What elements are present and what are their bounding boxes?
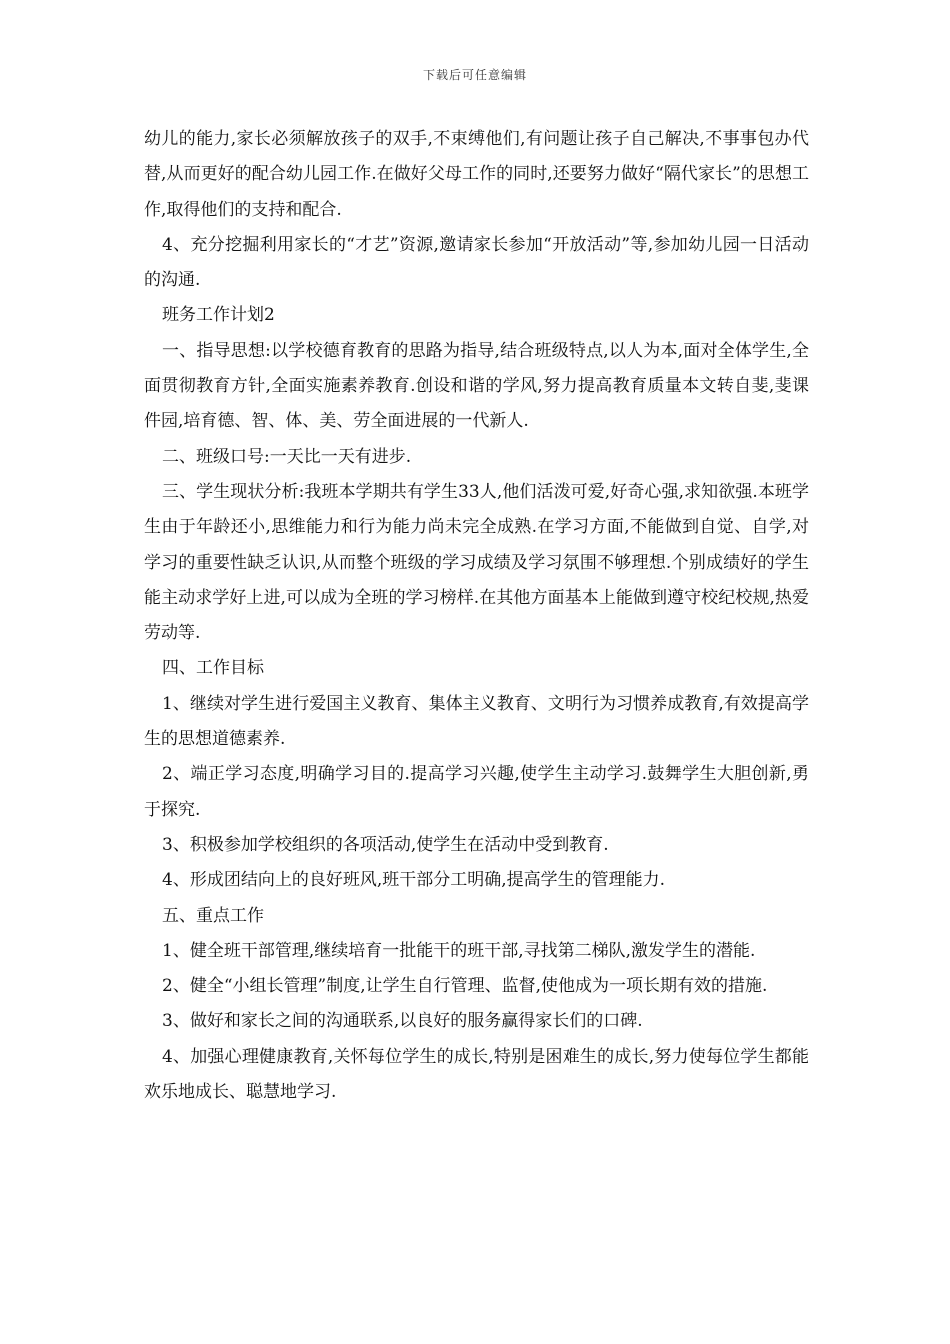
paragraph: 三、学生现状分析:我班本学期共有学生33人,他们活泼可爱,好奇心强,求知欲强.本班学生由于年龄还小,思维能力和行为能力尚未完全成熟.在学习方面,不能做到自觉、自学,对学习的重要性缺乏认识,从而整个班级的学习成绩及学习氛围不够理想.个别成绩好的学生能主动求学好上进,可以成为全班的学习榜样.在其他方面基本上能做到遵守校纪校规,热爱劳动等.: [144, 481, 809, 644]
page-header: 下载后可任意编辑: [422, 68, 527, 82]
list-item: 4、形成团结向上的良好班风,班干部分工明确,提高学生的管理能力.: [162, 870, 666, 891]
list-item: 3、积极参加学校组织的各项活动,使学生在活动中受到教育.: [162, 834, 609, 855]
list-item: 1、健全班干部管理,继续培育一批能干的班干部,寻找第二梯队,激发学生的潜能.: [162, 940, 756, 961]
section-heading: 四、工作目标: [162, 658, 264, 679]
paragraph: 二、班级口号:一天比一天有进步.: [162, 446, 412, 467]
paragraph: 一、指导思想:以学校德育教育的思路为指导,结合班级特点,以人为本,面对全体学生,全面贯彻教育方针,全面实施素养教育.创设和谐的学风,努力提高教育质量本文转自斐,斐课件园,培育德、智、体、美、劳全面进展的一代新人.: [144, 340, 809, 432]
list-item: 2、健全“小组长管理”制度,让学生自行管理、监督,使他成为一项长期有效的措施.: [162, 976, 768, 997]
section-title: 班务工作计划2: [162, 305, 275, 326]
list-item: 4、加强心理健康教育,关怀每位学生的成长,特别是困难生的成长,努力使每位学生都能欢乐地成长、聪慧地学习.: [144, 1046, 809, 1103]
list-item: 2、端正学习态度,明确学习目的.提高学习兴趣,使学生主动学习.鼓舞学生大胆创新,勇于探究.: [144, 764, 809, 820]
paragraph: 4、充分挖掘利用家长的“才艺”资源,邀请家长参加“开放活动”等,参加幼儿园一日活动的沟通.: [144, 234, 809, 291]
list-item: 3、做好和家长之间的沟通联系,以良好的服务赢得家长们的口碑.: [162, 1011, 643, 1032]
paragraph: 幼儿的能力,家长必须解放孩子的双手,不束缚他们,有问题让孩子自己解决,不事事包办代替,从而更好的配合幼儿园工作.在做好父母工作的同时,还要努力做好“隔代家长”的思想工作,取得他们的支持和配合.: [144, 129, 809, 220]
list-item: 1、继续对学生进行爱国主义教育、集体主义教育、文明行为习惯养成教育,有效提高学生的思想道德素养.: [144, 693, 809, 750]
section-heading: 五、重点工作: [162, 905, 264, 926]
document-body: [144, 122, 809, 1110]
